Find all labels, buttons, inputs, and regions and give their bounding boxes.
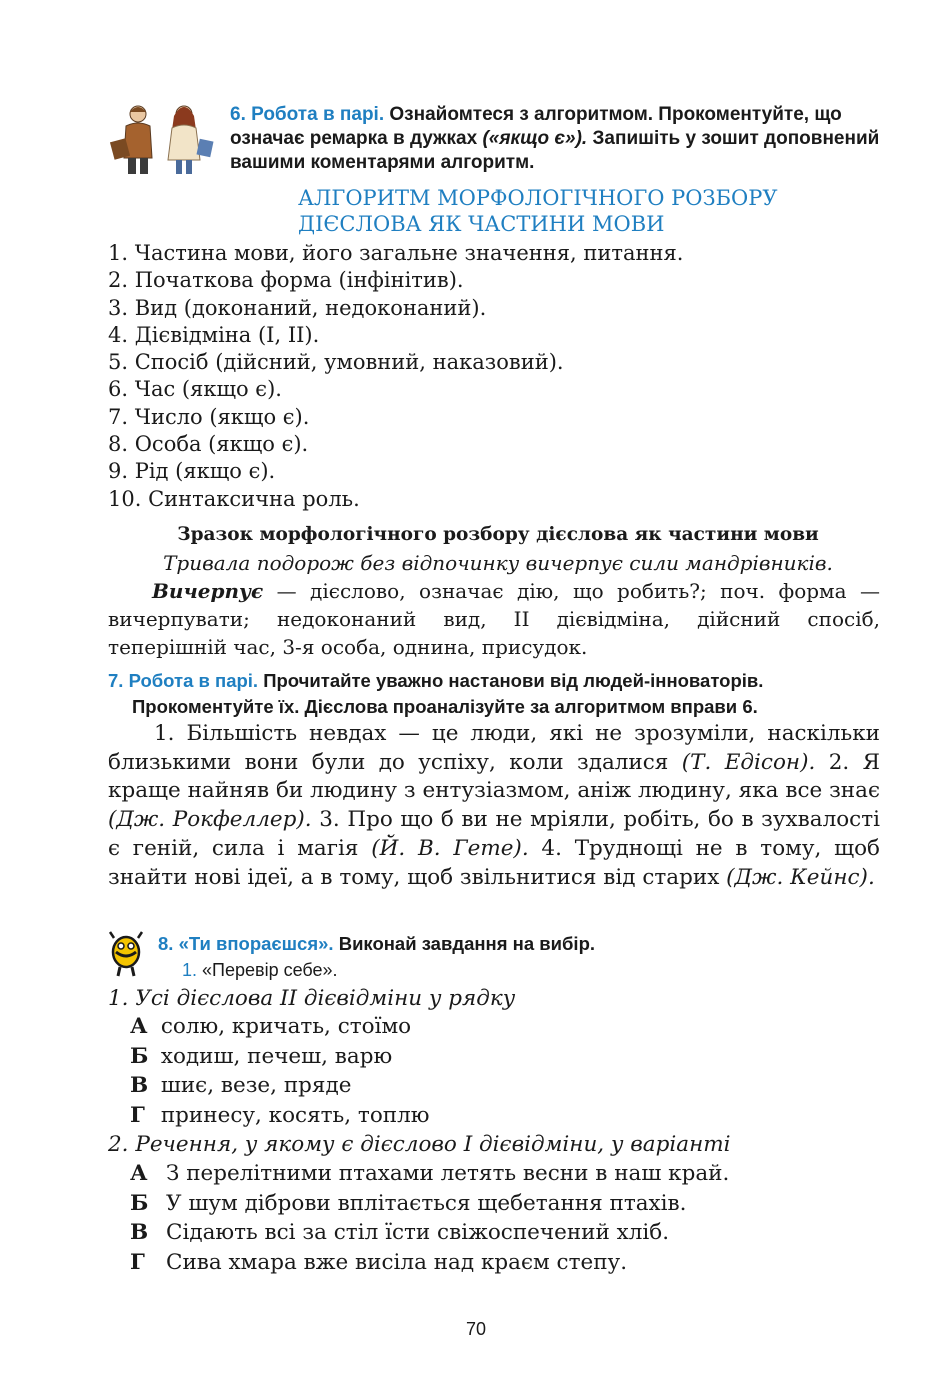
quote-text: 2. Я краще найняв би людину з ентузіазмом, аніж людину, яка все знає [108, 749, 881, 804]
algorithm-step: 4. Дієвідміна (І, ІІ). [108, 322, 320, 347]
question-1: 1. Усі дієслова ІІ дієвідміни у рядку [108, 986, 516, 1011]
subtask-label: «Перевір себе». [202, 960, 338, 980]
mascot-icon [108, 930, 144, 978]
exercise-8-subtask [182, 958, 582, 982]
answer-option [130, 1071, 890, 1101]
algorithm-steps [108, 240, 888, 513]
algorithm-step: 9. Рід (якщо є). [108, 459, 276, 484]
option-letter: А [130, 1014, 148, 1039]
quote-text: 4. Труднощі не в тому, щоб знайти нові ідеї, а в тому, щоб звільнитися від старих [108, 835, 880, 890]
exercise-7-instruction-line-2: Прокоментуйте їх. Дієслова проаналізуйте за алгоритмом вправи 6. [132, 696, 758, 717]
sample-analysis [108, 577, 880, 661]
exercise-7-instruction [108, 668, 898, 720]
option-text: Сідають всі за стіл їсти свіжоспечений хліб. [166, 1220, 670, 1245]
option-letter: В [130, 1220, 149, 1245]
option-letter: Б [130, 1043, 149, 1069]
algorithm-step: 5. Спосіб (дійсний, умовний, наказовий). [108, 350, 564, 375]
sample-analysis-text: — дієслово, означає дію, що робить?; поч. форма — вичерпувати; недоконаний вид, ІІ дієвідміна, дійсний спосіб, теперішній час, 3-я особа, однина, присудок. [108, 579, 880, 659]
algorithm-step: 2. Початкова форма (інфінітив). [108, 268, 464, 293]
sample-word: Вичерпує [152, 579, 264, 603]
algorithm-title-line-1: АЛГОРИТМ МОРФОЛОГІЧНОГО РОЗБОРУ [298, 186, 778, 210]
option-text: У шум діброви вплітається щебетання птахів. [166, 1190, 687, 1216]
algorithm-step: 3. Вид (доконаний, недоконаний). [108, 295, 487, 320]
option-text: солю, кричать, стоїмо [160, 1014, 412, 1039]
algorithm-title [298, 185, 898, 237]
answer-option [130, 1042, 890, 1072]
answer-option [130, 1218, 890, 1248]
algorithm-step: 6. Час (якщо є). [108, 377, 282, 402]
option-letter: Г [130, 1249, 145, 1275]
option-letter: Г [130, 1102, 145, 1128]
quote-author: (Й. В. Гете). [371, 835, 529, 861]
sample-sentence: Тривала подорож без відпочинку вичерпує сили мандрівників. [163, 551, 833, 575]
quote-author: (Дж. Кейнс). [726, 864, 875, 890]
students-pair-illustration [108, 100, 220, 176]
exercise-6-label: 6. Робота в парі. [230, 104, 385, 125]
quote-author: (Т. Едісон). [681, 749, 816, 775]
option-text: принесу, косять, топлю [160, 1102, 430, 1128]
algorithm-step: 8. Особа (якщо є). [108, 432, 309, 457]
exercise-8-instruction [158, 932, 878, 956]
algorithm-title-line-2: ДІЄСЛОВА ЯК ЧАСТИНИ МОВИ [298, 212, 665, 236]
option-letter: В [130, 1073, 149, 1098]
exercise-8-instruction-text: Виконай завдання на вибір. [338, 933, 596, 954]
page-number: 70 [465, 1319, 487, 1339]
question-2-options [130, 1159, 890, 1277]
option-text: ходиш, печеш, варю [160, 1043, 393, 1069]
subtask-number: 1. [182, 960, 198, 980]
option-text: Сива хмара вже висіла над краєм степу. [166, 1249, 628, 1275]
exercise-6-instruction-b: Запишіть у зошит доповнений вашими коментарями алгоритм. [230, 128, 880, 173]
exercise-6-instruction [230, 103, 890, 175]
algorithm-step: 10. Синтаксична роль. [108, 486, 360, 511]
exercise-7-quotes [108, 720, 880, 892]
algorithm-step: 7. Число (якщо є). [108, 404, 310, 429]
sample-title: Зразок морфологічного розбору дієслова як частини мови [177, 524, 819, 545]
answer-option [130, 1189, 890, 1219]
question-2: 2. Речення, у якому є дієслово І дієвідміни, у варіанті [108, 1132, 731, 1157]
algorithm-step: 1. Частина мови, його загальне значення, питання. [108, 241, 684, 265]
option-text: шиє, везе, пряде [160, 1073, 352, 1098]
answer-option [130, 1248, 890, 1278]
option-letter: А [130, 1161, 148, 1186]
quote-author: (Дж. Рокфеллер). [108, 807, 312, 833]
answer-option [130, 1159, 890, 1189]
exercise-7-instruction-line-1: Прочитайте уважно настанови від людей-інноваторів. [263, 670, 764, 691]
answer-option [130, 1101, 890, 1131]
exercise-6-instruction-a: Ознайомтеся з алгоритмом. Прокоментуйте, що означає ремарка в дужках [230, 104, 842, 149]
exercise-6-remark: («якщо є»). [482, 128, 588, 149]
quote-text: 3. Про що б ви не мріяли, робіть, бо в зухвалості є геній, сила і магія [108, 807, 880, 861]
question-1-options [130, 1012, 890, 1130]
exercise-8-label: 8. «Ти впораєшся». [158, 933, 334, 954]
quote-text: 1. Більшість невдах — це люди, які не зрозуміли, наскільки близькими вони були до успіху, коли здалися [108, 721, 880, 775]
exercise-7-label: 7. Робота в парі. [108, 670, 259, 691]
option-text: З перелітними птахами летять весни в наш край. [166, 1161, 730, 1186]
option-letter: Б [130, 1190, 149, 1216]
answer-option [130, 1012, 890, 1042]
